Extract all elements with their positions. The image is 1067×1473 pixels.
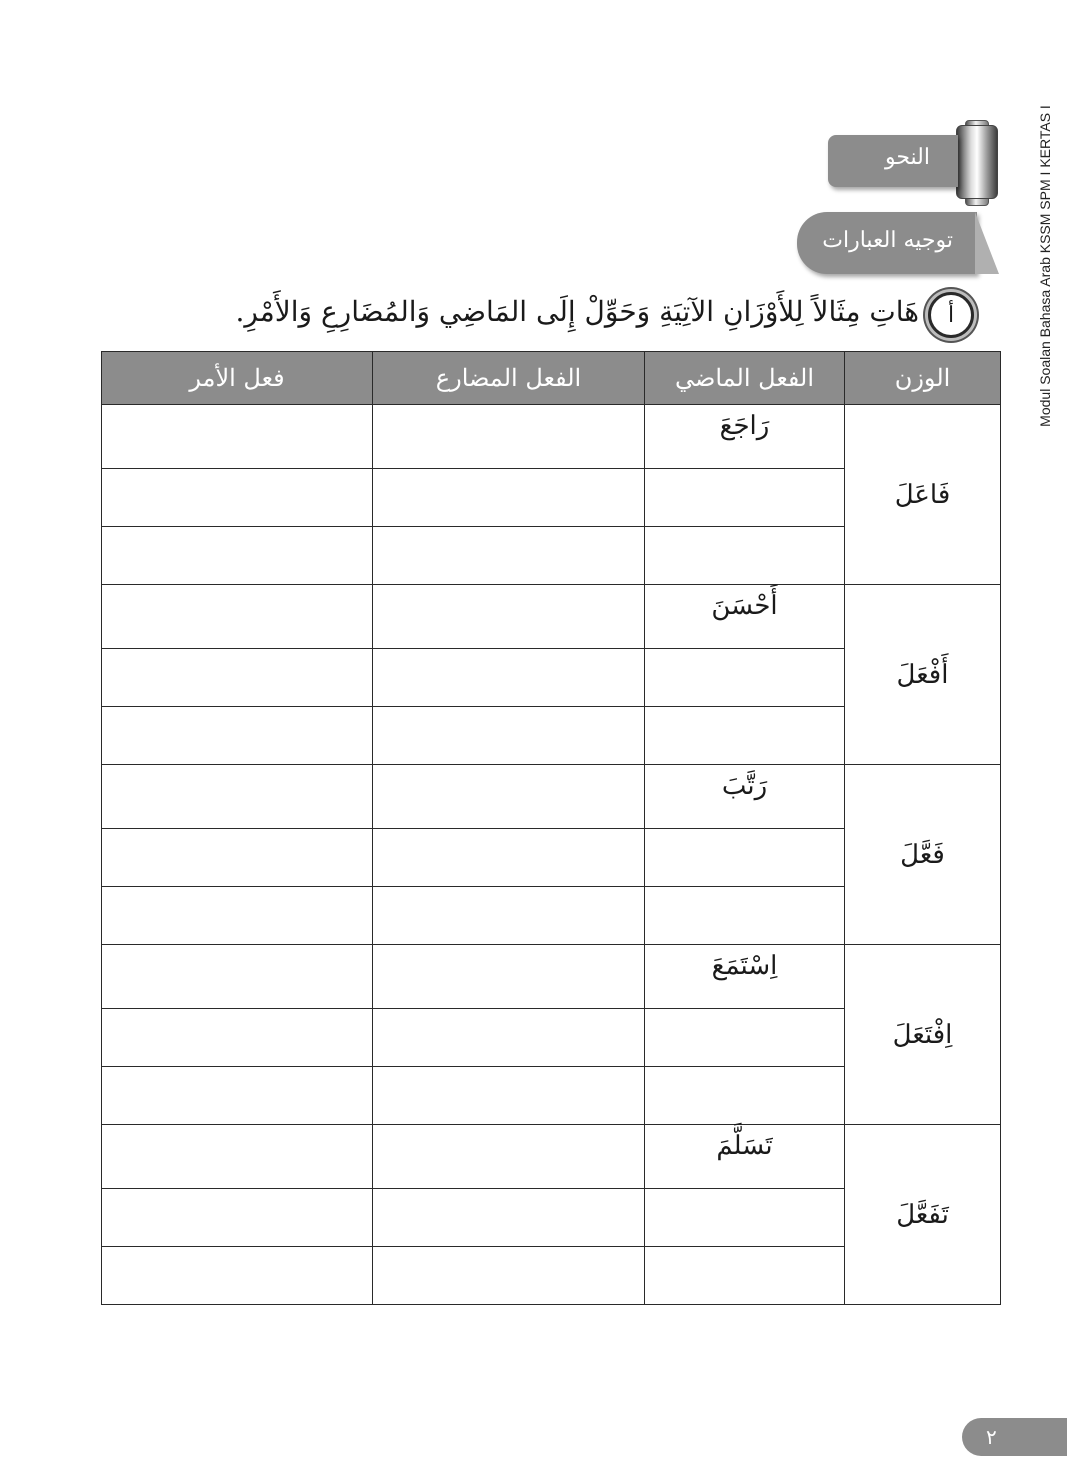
answer-cell[interactable] [102,707,373,765]
past-example-cell: أَحْسَنَ [645,585,845,649]
sub-section-tab-label: توجيه العبارات [822,228,953,253]
sub-section-tab [797,212,977,274]
answer-cell[interactable] [102,1067,373,1125]
table-row [102,945,1001,1009]
table-row [102,585,1001,649]
answer-cell[interactable] [373,1247,645,1305]
side-caption-text: Modul Soalan Bahasa Arab KSSM SPM I KERTAS I [1037,105,1054,427]
answer-cell[interactable] [373,469,645,527]
table-row [102,1125,1001,1189]
answer-cell[interactable] [645,1067,845,1125]
answer-cell[interactable] [645,1247,845,1305]
header-past: الفعل الماضي [645,352,845,405]
wazn-cell: فَعَّلَ [845,765,1001,945]
answer-cell[interactable] [373,585,645,649]
scroll-ornament-icon [956,125,998,199]
answer-cell[interactable] [373,765,645,829]
answer-cell[interactable] [102,829,373,887]
answer-cell[interactable] [102,1189,373,1247]
table-row [102,765,1001,829]
answer-cell[interactable] [645,1009,845,1067]
question-instruction: هَاتِ مِثَالاً لِلأَوْزَانِ الآتِيَةِ وَحَوِّلْ إِلَى المَاضِي وَالمُضَارِعِ وَالأَمْرِ. [235,295,919,328]
tab-fold-icon [975,212,999,274]
answer-cell[interactable] [645,829,845,887]
past-example-cell: اِسْتَمَعَ [645,945,845,1009]
answer-cell[interactable] [373,649,645,707]
answer-cell[interactable] [102,945,373,1009]
answer-cell[interactable] [645,649,845,707]
header-wazn: الوزن [845,352,1001,405]
side-caption [1032,6,1058,526]
answer-cell[interactable] [645,1189,845,1247]
wazn-cell: فَاعَلَ [845,405,1001,585]
answer-cell[interactable] [373,1067,645,1125]
answer-cell[interactable] [373,707,645,765]
answer-cell[interactable] [102,887,373,945]
answer-cell[interactable] [102,1125,373,1189]
question-badge [928,292,974,338]
answer-cell[interactable] [645,527,845,585]
answer-cell[interactable] [373,887,645,945]
wazn-cell: تَفَعَّلَ [845,1125,1001,1305]
answer-cell[interactable] [645,707,845,765]
section-tab [828,135,958,187]
answer-cell[interactable] [373,1009,645,1067]
wazn-cell: أَفْعَلَ [845,585,1001,765]
answer-cell[interactable] [102,585,373,649]
answer-cell[interactable] [373,527,645,585]
header-present: الفعل المضارع [373,352,645,405]
answer-cell[interactable] [102,1247,373,1305]
page-number: ٢ [986,1425,997,1449]
answer-cell[interactable] [102,469,373,527]
conjugation-table [101,351,1001,1305]
answer-cell[interactable] [102,765,373,829]
page-number-badge [962,1418,1067,1456]
question-label: أ [947,302,955,328]
answer-cell[interactable] [645,887,845,945]
table-header-row [102,352,1001,405]
section-tab-label: النحو [884,145,930,170]
answer-cell[interactable] [102,527,373,585]
answer-cell[interactable] [373,945,645,1009]
answer-cell[interactable] [102,405,373,469]
answer-cell[interactable] [102,649,373,707]
past-example-cell: رَتَّبَ [645,765,845,829]
past-example-cell: رَاجَعَ [645,405,845,469]
past-example-cell: تَسَلَّمَ [645,1125,845,1189]
answer-cell[interactable] [373,405,645,469]
answer-cell[interactable] [102,1009,373,1067]
answer-cell[interactable] [645,469,845,527]
header-imperative: فعل الأمر [102,352,373,405]
wazn-cell: اِفْتَعَلَ [845,945,1001,1125]
answer-cell[interactable] [373,1125,645,1189]
answer-cell[interactable] [373,829,645,887]
table-row [102,405,1001,469]
answer-cell[interactable] [373,1189,645,1247]
